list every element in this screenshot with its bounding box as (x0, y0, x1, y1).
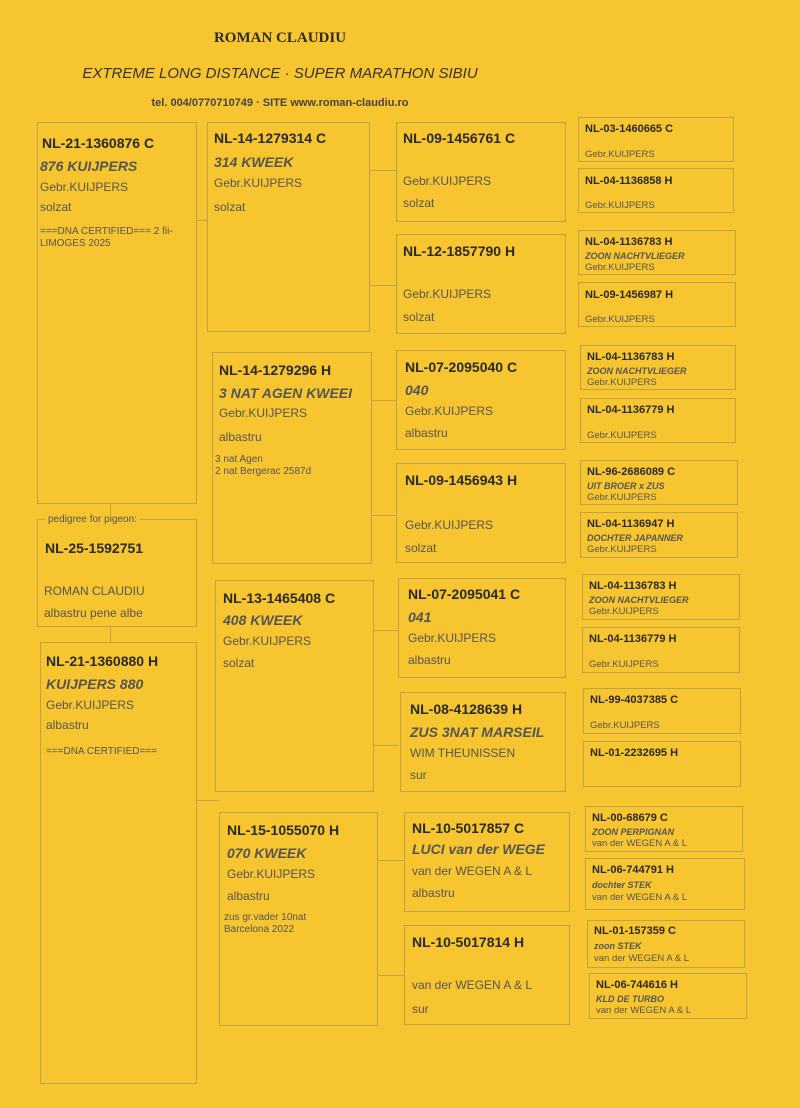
subject-label: pedigree for pigeon: (45, 514, 140, 526)
connector-line (197, 800, 219, 801)
gg-grandparent-breeder: Gebr.KUIJPERS (587, 377, 657, 388)
great-grandparent-ring: NL-10-5017814 H (412, 934, 525, 950)
great-grandparent-ring: NL-09-1456761 C (403, 130, 516, 146)
great-grandparent-color: albastru (412, 886, 455, 900)
great-grandparent-ring: NL-12-1857790 H (403, 243, 516, 259)
gg-grandparent-breeder: Gebr.KUIJPERS (587, 544, 657, 555)
grandparent-breeder: Gebr.KUIJPERS (219, 406, 308, 420)
grandparent-name: 314 KWEEK (214, 154, 294, 170)
great-grandparent-name: 040 (405, 382, 429, 398)
gg-grandparent-breeder: Gebr.KUIJPERS (585, 200, 655, 211)
connector-line (370, 170, 396, 171)
gg-grandparent-breeder: Gebr.KUIJPERS (590, 720, 660, 731)
subject-color: albastru pene albe (44, 606, 143, 620)
great-grandparent-ring: NL-10-5017857 C (412, 820, 525, 836)
gg-grandparent-ring: NL-01-2232695 H (590, 747, 679, 759)
gg-grandparent-ring: NL-04-1136858 H (585, 175, 673, 187)
dam-name: KUIJPERS 880 (46, 676, 144, 692)
great-grandparent-color: sur (412, 1002, 429, 1016)
connector-line (372, 515, 396, 516)
great-grandparent-color: albastru (408, 653, 451, 667)
gg-grandparent-name: zoon STEK (594, 941, 642, 951)
great-grandparent-breeder: Gebr.KUIJPERS (403, 287, 492, 301)
connector-line (372, 400, 396, 401)
great-grandparent-breeder: van der WEGEN A & L (412, 864, 533, 878)
connector-line (378, 860, 404, 861)
sire-breeder: Gebr.KUIJPERS (40, 180, 129, 194)
gg-grandparent-ring: NL-04-1136947 H (587, 518, 675, 530)
gg-grandparent-ring: NL-06-744616 H (596, 979, 678, 991)
sire-ring: NL-21-1360876 C (42, 135, 155, 151)
great-grandparent-breeder: Gebr.KUIJPERS (403, 174, 492, 188)
connector-line (374, 745, 398, 746)
grandparent-name: 3 NAT AGEN KWEEI (219, 385, 353, 401)
gg-grandparent-ring: NL-09-1456987 H (585, 289, 674, 301)
grandparent-ring: NL-14-1279296 H (219, 362, 332, 378)
gg-grandparent-breeder: Gebr.KUIJPERS (589, 606, 659, 617)
breeder-subtitle: EXTREME LONG DISTANCE · SUPER MARATHON SIBIU (82, 65, 478, 82)
great-grandparent-color: sur (410, 768, 427, 782)
dam-note: ===DNA CERTIFIED=== (46, 746, 157, 757)
grandparent-note: zus gr.vader 10nat Barcelona 2022 (224, 912, 307, 935)
great-grandparent-ring: NL-07-2095041 C (408, 586, 521, 602)
grandparent-ring: NL-15-1055070 H (227, 822, 340, 838)
gg-grandparent-ring: NL-01-157359 C (594, 925, 676, 937)
gg-grandparent-breeder: van der WEGEN A & L (594, 953, 690, 964)
gg-grandparent-name: ZOON NACHTVLIEGER (589, 595, 689, 605)
gg-grandparent-breeder: van der WEGEN A & L (592, 838, 688, 849)
dam-breeder: Gebr.KUIJPERS (46, 698, 135, 712)
connector-line (374, 630, 398, 631)
connector-line (197, 220, 207, 221)
gg-grandparent-ring: NL-03-1460665 C (585, 123, 674, 135)
dam-color: albastru (46, 718, 89, 732)
grandparent-breeder: Gebr.KUIJPERS (214, 176, 303, 190)
gg-grandparent-ring: NL-99-4037385 C (590, 694, 679, 706)
grandparent-breeder: Gebr.KUIJPERS (223, 634, 312, 648)
gg-grandparent-ring: NL-96-2686089 C (587, 466, 676, 478)
gg-grandparent-breeder: van der WEGEN A & L (592, 892, 688, 903)
grandparent-breeder: Gebr.KUIJPERS (227, 867, 316, 881)
gg-grandparent-ring: NL-06-744791 H (592, 864, 674, 876)
connector-line (110, 626, 111, 642)
dam-ring: NL-21-1360880 H (46, 653, 159, 669)
gg-grandparent-name: UIT BROER x ZUS (587, 481, 665, 491)
connector-line (378, 975, 404, 976)
gg-grandparent-name: dochter STEK (592, 880, 652, 890)
great-grandparent-breeder: WIM THEUNISSEN (410, 746, 516, 760)
great-grandparent-breeder: van der WEGEN A & L (412, 978, 533, 992)
sire-name: 876 KUIJPERS (40, 158, 138, 174)
gg-grandparent-ring: NL-00-68679 C (592, 812, 668, 824)
great-grandparent-name: LUCI van der WEGE (412, 841, 546, 857)
gg-grandparent-breeder: Gebr.KUIJPERS (589, 659, 659, 670)
great-grandparent-breeder: Gebr.KUIJPERS (405, 404, 494, 418)
breeder-name: ROMAN CLAUDIU (213, 30, 347, 46)
grandparent-name: 408 KWEEK (223, 612, 303, 628)
grandparent-color: solzat (214, 200, 246, 214)
gg-grandparent-name: DOCHTER JAPANNER (587, 533, 683, 543)
gg-grandparent-name: ZOON PERPIGNAN (592, 827, 675, 837)
gg-grandparent-name: ZOON NACHTVLIEGER (585, 251, 685, 261)
gg-grandparent-breeder: van der WEGEN A & L (596, 1005, 692, 1016)
great-grandparent-breeder: Gebr.KUIJPERS (408, 631, 497, 645)
gg-grandparent-breeder: Gebr.KUIJPERS (587, 492, 657, 503)
subject-ring: NL-25-1592751 (45, 540, 144, 556)
gg-grandparent-breeder: Gebr.KUIJPERS (585, 149, 655, 160)
grandparent-note: 3 nat Agen 2 nat Bergerac 2587d (215, 454, 312, 477)
subject-owner: ROMAN CLAUDIU (44, 584, 145, 598)
great-grandparent-ring: NL-07-2095040 C (405, 359, 518, 375)
gg-grandparent-breeder: Gebr.KUIJPERS (587, 430, 657, 441)
great-grandparent-color: solzat (403, 310, 435, 324)
gg-grandparent-breeder: Gebr.KUIJPERS (585, 262, 655, 273)
gg-grandparent-ring: NL-04-1136783 H (589, 580, 677, 592)
great-grandparent-ring: NL-08-4128639 H (410, 701, 523, 717)
grandparent-ring: NL-14-1279314 C (214, 130, 327, 146)
great-grandparent-breeder: Gebr.KUIJPERS (405, 518, 494, 532)
great-grandparent-ring: NL-09-1456943 H (405, 472, 518, 488)
gg-grandparent-ring: NL-04-1136779 H (587, 404, 675, 416)
grandparent-name: 070 KWEEK (227, 845, 307, 861)
great-grandparent-color: solzat (405, 541, 437, 555)
great-grandparent-color: solzat (403, 196, 435, 210)
gg-grandparent-breeder: Gebr.KUIJPERS (585, 314, 655, 325)
grandparent-color: solzat (223, 656, 255, 670)
gg-grandparent-ring: NL-04-1136779 H (589, 633, 677, 645)
gg-grandparent-name: KLD DE TURBO (596, 994, 664, 1004)
grandparent-color: albastru (227, 889, 270, 903)
great-grandparent-name: 041 (408, 609, 432, 625)
gg-grandparent-name: ZOON NACHTVLIEGER (587, 366, 687, 376)
great-grandparent-name: ZUS 3NAT MARSEIL (410, 724, 545, 740)
breeder-contact: tel. 004/0770710749 · SITE www.roman-claudiu.ro (151, 97, 409, 109)
sire-color: solzat (40, 200, 72, 214)
connector-line (370, 285, 396, 286)
grandparent-color: albastru (219, 430, 262, 444)
gg-grandparent-ring: NL-04-1136783 H (587, 351, 675, 363)
grandparent-ring: NL-13-1465408 C (223, 590, 336, 606)
great-grandparent-color: albastru (405, 426, 448, 440)
sire-note: ===DNA CERTIFIED=== 2 fii-LIMOGES 2025 (40, 226, 173, 249)
gg-grandparent-ring: NL-04-1136783 H (585, 236, 673, 248)
